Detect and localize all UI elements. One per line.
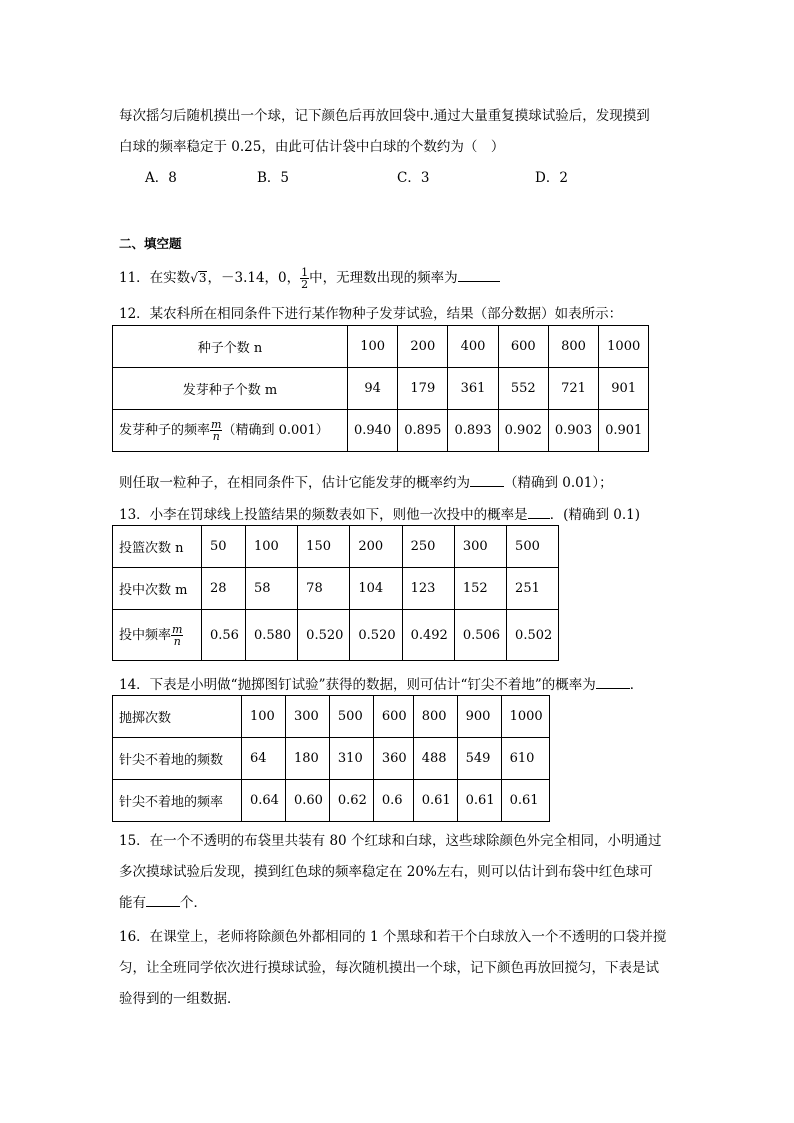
q13-row3-label [113,610,202,661]
q12-stem: 12．某农科所在相同条件下进行某作物种子发芽试验，结果（部分数据）如表所示： [119,306,623,322]
section-title: 二、填空题 [119,236,182,251]
q13-stem-text: 13．小李在罚球线上投篮结果的频数表如下，则他一次投中的概率是 [119,507,528,523]
option-c: C．3 [397,170,430,186]
q12-after-text: 则任取一粒种子，在相同条件下，估计它能发芽的概率约为 [119,475,470,491]
table-cell: 0.506 [454,610,506,661]
table-cell: 180 [285,738,329,780]
frac-num: m [211,418,222,431]
option-b: B．5 [257,170,290,186]
q13-answer-blank [528,517,550,519]
q13-fraction [171,624,183,647]
table-cell: 800 [548,326,598,368]
q12-row1-label: 种子个数 n [113,326,348,368]
table-row [113,610,559,661]
table-cell: 200 [398,326,448,368]
table-cell: 0.56 [202,610,246,661]
q11-frac-num: 1 [301,266,309,279]
table-row [113,410,649,452]
table-cell: 0.61 [457,780,501,822]
table-row [113,568,559,610]
q14-row3-label: 针尖不着地的频率 [113,780,242,822]
table-cell: 0.903 [548,410,598,452]
q12-table [112,325,649,452]
table-cell: 78 [298,568,350,610]
q10-line-2: 白球的频率稳定于 0.25，由此可估计袋中白球的个数约为（ ） [119,139,505,155]
table-cell: 300 [454,526,506,568]
table-cell: 152 [454,568,506,610]
q12-row3-precision: （精确到 0.001） [222,423,329,438]
q11-prefix: 11．在实数 [119,270,191,286]
table-cell: 488 [413,738,457,780]
q12-fraction [210,419,222,442]
table-cell: 0.902 [498,410,548,452]
frac-num: m [172,622,183,636]
table-row [113,738,550,780]
table-row [113,780,550,822]
q13-stem [119,503,640,523]
table-cell: 361 [448,368,498,410]
table-cell: 179 [398,368,448,410]
q13-table [112,525,559,661]
table-cell: 123 [402,568,454,610]
q15-line-3-text: 能有 [119,895,146,911]
table-cell: 900 [457,696,501,738]
table-cell: 0.61 [413,780,457,822]
q11-suffix: 中，无理数出现的频率为 [309,270,458,286]
q14-table [112,695,550,822]
table-cell: 600 [373,696,413,738]
table-cell: 500 [329,696,373,738]
q13-stem-precision: ．(精确到 0.1) [549,507,640,523]
q11-fraction [300,267,309,290]
table-cell: 0.64 [242,780,286,822]
table-cell: 0.502 [507,610,559,661]
table-cell: 0.895 [398,410,448,452]
table-cell: 0.62 [329,780,373,822]
table-cell: 0.901 [599,410,649,452]
q10-options [145,166,568,186]
table-row [113,368,649,410]
q14-row1-label: 抛掷次数 [113,696,242,738]
option-a: A．8 [145,170,177,186]
q15-line-3-end: 个． [180,895,207,911]
table-cell: 100 [242,696,286,738]
table-cell: 610 [501,738,549,780]
sqrt-icon: √ [190,271,198,285]
q15-line-1: 15．在一个不透明的布袋里共装有 80 个红球和白球，这些球除颜色外完全相同，小明通过 [119,833,662,849]
q10-line-1: 每次摇匀后随机摸出一个球，记下颜色后再放回袋中.通过大量重复摸球试验后，发现摸到 [119,108,650,124]
table-cell: 0.940 [348,410,398,452]
q11-frac-den: 2 [301,278,309,291]
q16-line-1: 16．在课堂上，老师将除颜色外都相同的 1 个黑球和若干个白球放入一个不透明的口袋并搅 [119,929,667,945]
frac-den: n [173,634,181,648]
table-cell: 94 [348,368,398,410]
table-cell: 28 [202,568,246,610]
table-cell: 200 [350,526,402,568]
q13-row3-label-text: 投中频率 [119,627,172,643]
table-cell: 721 [548,368,598,410]
table-cell: 400 [448,326,498,368]
table-cell: 58 [245,568,297,610]
table-row [113,326,649,368]
table-cell: 150 [298,526,350,568]
table-cell: 0.520 [298,610,350,661]
table-cell: 300 [285,696,329,738]
table-cell: 0.61 [501,780,549,822]
q14-answer-blank [596,687,630,689]
q16-line-2: 匀，让全班同学依次进行摸球试验，每次随机摸出一个球，记下颜色再放回搅匀，下表是试 [119,960,659,976]
table-cell: 64 [242,738,286,780]
table-cell: 0.60 [285,780,329,822]
option-d: D．2 [535,170,568,186]
q13-row2-label: 投中次数 m [113,568,202,610]
table-cell: 0.580 [245,610,297,661]
q13-row1-label: 投篮次数 n [113,526,202,568]
q11-stem [119,266,500,290]
table-cell: 0.492 [402,610,454,661]
q15-line-2: 多次摸球试验后发现，摸到红色球的频率稳定在 20%左右，则可以估计到布袋中红色球可 [119,864,653,880]
q14-stem-text: 14．下表是小明做“抛掷图钉试验”获得的数据，则可估计“钉尖不着地”的概率为 [119,677,596,693]
table-cell: 500 [507,526,559,568]
q14-stem [119,673,643,693]
frac-den: n [212,430,220,443]
q11-sqrt-arg: 3 [198,271,207,285]
table-cell: 600 [498,326,548,368]
q12-after-precision: （精确到 0.01）； [504,475,613,491]
q11-middle: ，－3.14，0， [207,270,301,286]
q15-answer-blank [146,905,180,907]
table-cell: 250 [402,526,454,568]
q14-stem-end: ． [629,677,644,693]
table-cell: 552 [498,368,548,410]
table-cell: 50 [202,526,246,568]
table-cell: 1000 [501,696,549,738]
table-cell: 1000 [599,326,649,368]
q12-row3-label [113,410,348,452]
q16-line-3: 验得到的一组数据． [119,991,241,1007]
table-row [113,526,559,568]
table-cell: 0.520 [350,610,402,661]
table-cell: 800 [413,696,457,738]
q12-after [119,471,613,491]
table-cell: 549 [457,738,501,780]
q12-row3-label-text: 发芽种子的频率 [119,423,211,438]
q12-row2-label: 发芽种子个数 m [113,368,348,410]
table-cell: 0.893 [448,410,498,452]
table-cell: 251 [507,568,559,610]
table-row [113,696,550,738]
q12-answer-blank [470,485,504,487]
table-cell: 100 [348,326,398,368]
q14-row2-label: 针尖不着地的频数 [113,738,242,780]
table-cell: 104 [350,568,402,610]
table-cell: 360 [373,738,413,780]
table-cell: 310 [329,738,373,780]
table-cell: 901 [599,368,649,410]
table-cell: 0.6 [373,780,413,822]
table-cell: 100 [245,526,297,568]
q11-answer-blank [458,280,500,282]
q15-line-3 [119,891,207,911]
